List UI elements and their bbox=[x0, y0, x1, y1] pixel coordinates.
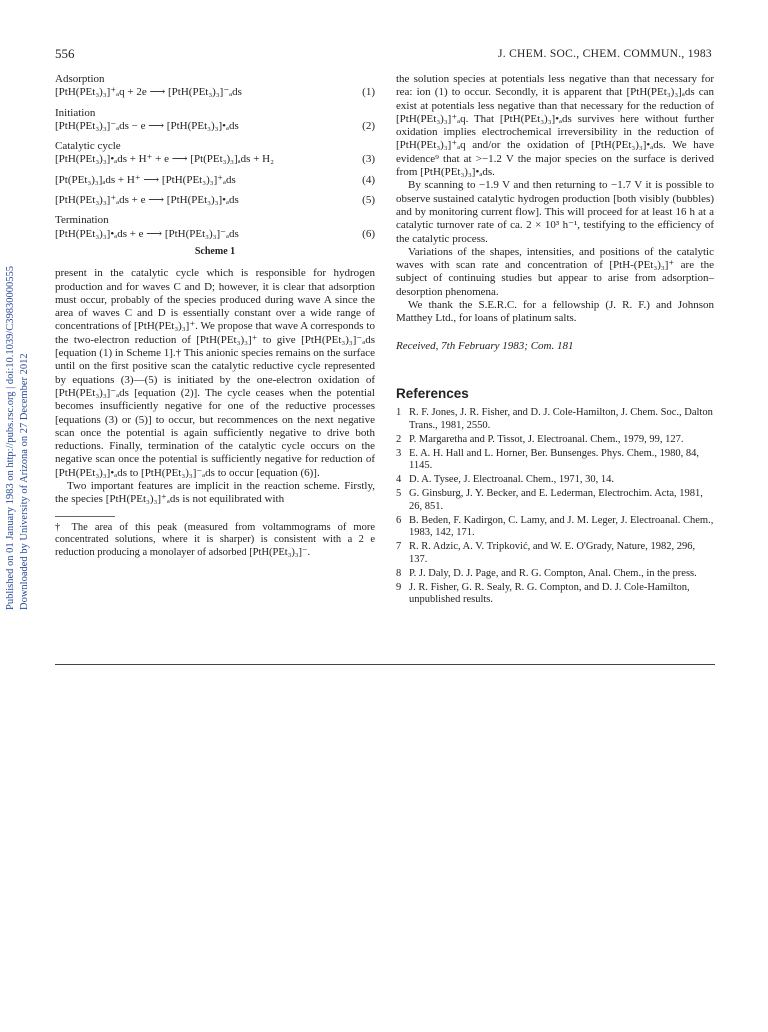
body-paragraph: Variations of the shapes, intensities, and positions of the catalytic waves with scan rate and concentration of [PtH-(PEt₃)₃]⁺ are the subject of continuing studies but appear to arise from adsorption–desorption phenomena. bbox=[396, 245, 714, 298]
reference-text: J. R. Fisher, G. R. Sealy, R. G. Compton, and D. J. Cole-Hamilton, unpublished results. bbox=[409, 581, 690, 606]
equation bbox=[55, 120, 375, 133]
reference-number: 6 bbox=[396, 514, 402, 526]
reference-text: D. A. Tysee, J. Electroanal. Chem., 1971, 30, 14. bbox=[409, 474, 614, 486]
reference-text: P. J. Daly, D. J. Page, and R. G. Compton, Anal. Chem., in the press. bbox=[409, 567, 697, 579]
step-title: Termination bbox=[55, 214, 109, 227]
equation-text: [PtH(PEt₃)₃]•ₐds + e ⟶ [PtH(PEt₃)₃]⁻ₐds bbox=[55, 227, 239, 240]
step-title: Catalytic cycle bbox=[55, 140, 121, 153]
equation-text: [PtH(PEt₃)₃]⁺ₐds + e ⟶ [PtH(PEt₃)₃]•ₐds bbox=[55, 194, 239, 207]
received-date: Received, 7th February 1983; Com. 181 bbox=[396, 339, 574, 352]
equation-number: (3) bbox=[362, 153, 375, 166]
journal-running-head: J. CHEM. SOC., CHEM. COMMUN., 1983 bbox=[497, 48, 712, 60]
reference-item bbox=[396, 541, 714, 567]
body-paragraph: present in the catalytic cycle which is responsible for hydrogen production and for waves C and D; however, it is clear that adsorption must occur, probably of the species produced during wave A since the area of waves C and D is essentially constant over a wide range of concentrations of [PtH(PEt₃)₃]⁺. We propose that wave A corresponds to the two-electron reduction of [PtH(PEt₃)₃]⁺ to give [PtH(PEt₃)₃]⁻ₐds [equation (1) in Scheme 1].† This anionic species remains on the surface until on the first positive scan the catalytic reductive cycle represented by equations (3)—(5) is initiated by the one-electron oxidation of [PtH(PEt₃)₃]⁻ₐds [equation (2)]. The cycle ceases when the potential becomes insufficiently negative for one of the reductive processes [equations (3) or (5)] to occur, but recommences on the next negative scan once the potential is again sufficiently negative to drive both reductions. Finally, termination of the catalytic cycle occurs on the negative scan once the potential is sufficiently negative for reduction of [PtH(PEt₃)₃]•ₐds to [PtH(PEt₃)₃]⁻ₐds to occur [equation (6)]. bbox=[55, 267, 375, 479]
scheme-step-catalytic-cycle bbox=[55, 140, 375, 207]
body-paragraph: the solution species at potentials less negative than that necessary for rea: ion (1) to occur. Secondly, it is apparent that [PtH(PEt₃)₃]ₐds can exist at potentials less negative than that necessary for the reduction of [PtH(PEt₃)₃]⁺ₐq. That [PtH(PEt₃)₃]•ₐds survives here without further oxidation implies electrochemical irreversibility in the reduction of [PtH(PEt₃)₃]⁺ₐq and/or the oxidation of [PtH(PEt₃)₃]•ₐds. We have evidence⁹ that at >−1.2 V the major species on the surface is derived from [PtH(PEt₃)₃]•ₐds. bbox=[396, 73, 714, 179]
reference-number: 8 bbox=[396, 567, 402, 579]
scheme-step-initiation bbox=[55, 107, 375, 134]
reference-number: 4 bbox=[396, 474, 402, 486]
reference-number: 2 bbox=[396, 433, 402, 445]
equation bbox=[55, 174, 375, 187]
reference-text: R. R. Adzic, A. V. Tripković, and W. E. O'Grady, Nature, 1982, 296, 137. bbox=[409, 541, 696, 565]
equation-number: (4) bbox=[362, 173, 375, 186]
page-number: 556 bbox=[55, 46, 75, 61]
reference-text: P. Margaretha and P. Tissot, J. Electroanal. Chem., 1979, 99, 127. bbox=[409, 433, 684, 445]
reference-item bbox=[396, 515, 714, 541]
reaction-scheme bbox=[55, 73, 375, 258]
reference-list bbox=[396, 407, 714, 607]
reference-item bbox=[396, 488, 714, 514]
equation-text: [Pt(PEt₃)₃]ₐds + H⁺ ⟶ [PtH(PEt₃)₃]⁺ₐds bbox=[55, 173, 236, 186]
reference-text: G. Ginsburg, J. Y. Becker, and E. Lederman, Electrochim. Acta, 1981, 26, 851. bbox=[409, 488, 703, 512]
step-title: Initiation bbox=[55, 106, 96, 119]
reference-text: R. F. Jones, J. R. Fisher, and D. J. Cole-Hamilton, J. Chem. Soc., Dalton Trans., 1981, 2550. bbox=[409, 407, 713, 432]
footnote: † The area of this peak (measured from voltammograms of more concentrated solutions, where it is sharper) is consistent with a 2 e reduction producing a monolayer of adsorbed [PtH(PEt₃)₃]⁻. bbox=[55, 521, 375, 558]
equation bbox=[55, 194, 375, 207]
scheme-step-adsorption bbox=[55, 73, 375, 100]
reference-number: 3 bbox=[396, 447, 402, 459]
reference-text: B. Beden, F. Kadirgon, C. Lamy, and J. M. Leger, J. Electroanal. Chem., 1983, 142, 171. bbox=[409, 514, 714, 539]
equation-text: [PtH(PEt₃)₃]•ₐds + H⁺ + e ⟶ [Pt(PEt₃)₃]ₐds + H₂ bbox=[55, 153, 274, 166]
reference-number: 5 bbox=[396, 488, 402, 500]
equation-number: (5) bbox=[362, 194, 375, 207]
right-column bbox=[396, 73, 714, 608]
reference-number: 1 bbox=[396, 407, 402, 419]
reference-text: E. A. H. Hall and L. Horner, Ber. Bunsenges. Phys. Chem., 1980, 84, 1145. bbox=[409, 447, 700, 472]
reference-item bbox=[396, 474, 714, 487]
equation bbox=[55, 86, 375, 99]
reference-number: 9 bbox=[396, 581, 402, 593]
equation-number: (1) bbox=[362, 86, 375, 99]
reference-item bbox=[396, 407, 714, 433]
equation bbox=[55, 228, 375, 241]
body-paragraph: By scanning to −1.9 V and then returning to −1.7 V it is possible to observe sustained catalytic hydrogen production [both visibly (bubbles) and by monitoring current flow]. This will proceed for at least 16 h at a catalytic turnover rate of ca. 2 × 10³ h⁻¹, testifying to the efficiency of the catalytic process. bbox=[396, 179, 714, 245]
reference-item bbox=[396, 582, 714, 608]
reference-item bbox=[396, 568, 714, 581]
reference-item bbox=[396, 434, 714, 447]
page-bottom-rule bbox=[55, 664, 715, 665]
equation-number: (6) bbox=[362, 227, 375, 240]
reference-item bbox=[396, 448, 714, 474]
equation-number: (2) bbox=[362, 119, 375, 132]
side-notice bbox=[4, 250, 38, 610]
scheme-step-termination bbox=[55, 214, 375, 241]
step-title: Adsorption bbox=[55, 73, 105, 85]
left-column bbox=[55, 73, 375, 559]
side-notice-downloaded: Downloaded by University of Arizona on 27 December 2012 bbox=[19, 353, 30, 610]
acknowledgement: We thank the S.E.R.C. for a fellowship (J. R. F.) and Johnson Matthey Ltd., for loans of platinum salts. bbox=[396, 299, 714, 325]
references-heading: References bbox=[396, 385, 469, 401]
scheme-caption: Scheme 1 bbox=[194, 245, 236, 257]
side-notice-published[interactable]: Published on 01 January 1983 on http://pubs.rsc.org | doi:10.1039/C39830000555 bbox=[5, 265, 16, 610]
equation bbox=[55, 153, 375, 166]
side-notice-text bbox=[4, 250, 32, 610]
body-paragraph: Two important features are implicit in the reaction scheme. Firstly, the species [PtH(PEt₃)₃]⁺ₐds is not equilibrated with bbox=[55, 480, 375, 506]
footnote-divider bbox=[55, 516, 115, 517]
reference-number: 7 bbox=[396, 541, 402, 553]
equation-text: [PtH(PEt₃)₃]⁻ₐds − e ⟶ [PtH(PEt₃)₃]•ₐds bbox=[55, 119, 239, 132]
equation-text: [PtH(PEt₃)₃]⁺ₐq + 2e ⟶ [PtH(PEt₃)₃]⁻ₐds bbox=[55, 86, 242, 99]
